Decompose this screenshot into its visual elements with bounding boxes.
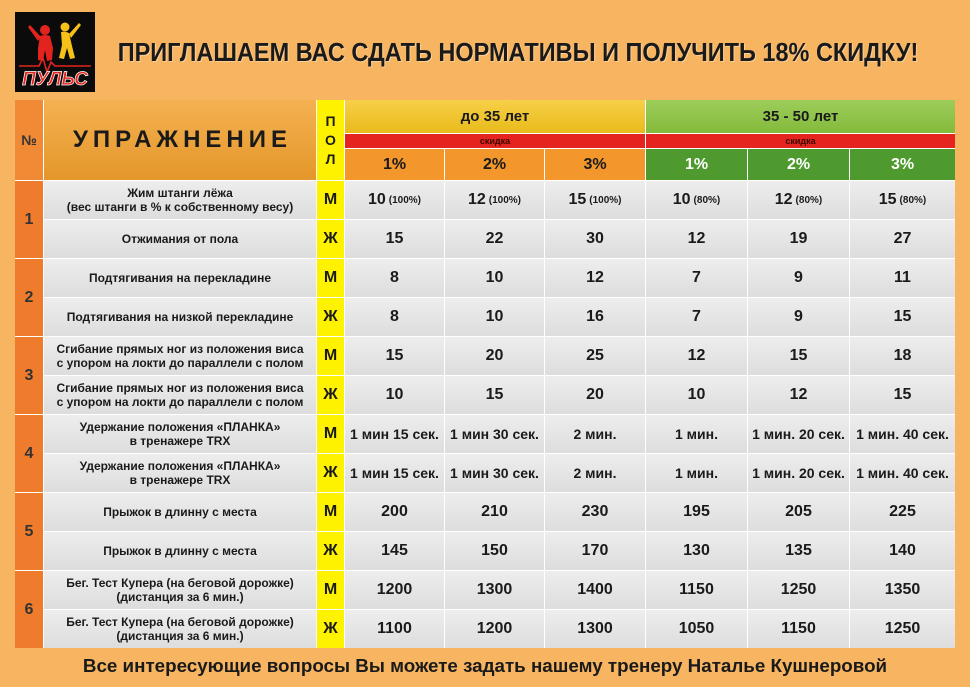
norm-value: 12 [545, 259, 645, 297]
header-exercise: УПРАЖНЕНИЕ [44, 100, 316, 180]
norm-value-main: 15 [878, 191, 897, 208]
exercise-name: Удержание положения «ПЛАНКА» в тренажере TRX [44, 415, 316, 453]
norm-value: 2 мин. [545, 454, 645, 492]
norm-value-main: 10 [367, 191, 386, 208]
gender-cell: Ж [317, 220, 344, 258]
norm-value: 150 [445, 532, 544, 570]
gender-cell: Ж [317, 454, 344, 492]
norm-value: 1 мин. 40 сек. [850, 454, 955, 492]
norm-value: 10 [345, 376, 444, 414]
norm-value [748, 181, 849, 219]
footer-note: Все интересующие вопросы Вы можете задать нашему тренеру Наталье Кушнеровой [82, 655, 888, 676]
norm-value: 1 мин 15 сек. [345, 415, 444, 453]
exercise-name: Жим штанги лёжа (вес штанги в % к собственному весу) [44, 181, 316, 219]
norm-value: 135 [748, 532, 849, 570]
norm-value: 8 [345, 259, 444, 297]
norm-value-main: 15 [568, 191, 587, 208]
norm-value: 1250 [748, 571, 849, 609]
percent-header: 2% [445, 149, 544, 180]
norm-value: 12 [748, 376, 849, 414]
norm-value: 18 [850, 337, 955, 375]
exercise-name: Сгибание прямых ног из положения виса с упором на локти до параллели с полом [44, 337, 316, 375]
group-under-35: до 35 лет [345, 100, 645, 133]
gender-cell: М [317, 259, 344, 297]
percent-header: 2% [748, 149, 849, 180]
exercise-name: Бег. Тест Купера (на беговой дорожке) (дистанция за 6 мин.) [44, 571, 316, 609]
norm-value: 1300 [545, 610, 645, 648]
norm-value: 30 [545, 220, 645, 258]
norm-value-note: (80%) [693, 194, 721, 206]
norm-value: 12 [646, 337, 747, 375]
norm-value: 140 [850, 532, 955, 570]
norm-value: 200 [345, 493, 444, 531]
norm-value: 195 [646, 493, 747, 531]
logo-text: ПУЛЬС [22, 69, 88, 90]
norm-value: 11 [850, 259, 955, 297]
percent-header: 1% [646, 149, 747, 180]
norm-value: 1 мин. 20 сек. [748, 415, 849, 453]
exercise-name: Отжимания от пола [44, 220, 316, 258]
norms-table [15, 100, 955, 648]
norm-value: 1150 [748, 610, 849, 648]
norm-value [646, 181, 747, 219]
norm-value [345, 181, 444, 219]
norm-value-main: 12 [467, 191, 486, 208]
norm-value: 130 [646, 532, 747, 570]
percent-header: 3% [545, 149, 645, 180]
norm-value-main: 10 [672, 191, 691, 208]
exercise-number: 2 [15, 259, 43, 336]
norm-value-note: (80%) [795, 194, 823, 206]
norm-value: 210 [445, 493, 544, 531]
norm-value: 7 [646, 259, 747, 297]
norm-value: 1 мин. [646, 454, 747, 492]
figure-red-head [40, 25, 50, 35]
discount-label-35-50: скидка [646, 134, 955, 148]
exercise-name: Бег. Тест Купера (на беговой дорожке) (дистанция за 6 мин.) [44, 610, 316, 648]
norm-value: 1400 [545, 571, 645, 609]
norm-value: 230 [545, 493, 645, 531]
norm-value: 1100 [345, 610, 444, 648]
norm-value: 19 [748, 220, 849, 258]
norm-value: 1200 [445, 610, 544, 648]
norm-value: 15 [850, 376, 955, 414]
exercise-number: 5 [15, 493, 43, 570]
norm-value: 1 мин 30 сек. [445, 415, 544, 453]
norm-value: 225 [850, 493, 955, 531]
exercise-name: Сгибание прямых ног из положения виса с упором на локти до параллели с полом [44, 376, 316, 414]
exercise-number: 1 [15, 181, 43, 258]
norm-value: 15 [445, 376, 544, 414]
norm-value: 15 [345, 337, 444, 375]
norm-value: 8 [345, 298, 444, 336]
gender-cell: М [317, 337, 344, 375]
norm-value: 1350 [850, 571, 955, 609]
norm-value: 9 [748, 259, 849, 297]
norm-value: 20 [445, 337, 544, 375]
norm-value: 1 мин. [646, 415, 747, 453]
norm-value: 1250 [850, 610, 955, 648]
norm-value: 1 мин. 40 сек. [850, 415, 955, 453]
norm-value: 205 [748, 493, 849, 531]
figure-yellow-head [61, 23, 70, 32]
gender-cell: Ж [317, 532, 344, 570]
norm-value: 10 [445, 298, 544, 336]
norm-value: 2 мин. [545, 415, 645, 453]
norm-value: 145 [345, 532, 444, 570]
norm-value-note: (100%) [589, 194, 622, 206]
header-gender-label: ПОЛ [325, 112, 336, 167]
norm-value: 20 [545, 376, 645, 414]
norm-value: 10 [445, 259, 544, 297]
norm-value: 1200 [345, 571, 444, 609]
club-logo [15, 12, 95, 92]
norm-value: 1 мин 30 сек. [445, 454, 544, 492]
gender-cell: М [317, 415, 344, 453]
percent-header: 1% [345, 149, 444, 180]
gender-cell: М [317, 493, 344, 531]
percent-header: 3% [850, 149, 955, 180]
norm-value: 170 [545, 532, 645, 570]
norm-value: 25 [545, 337, 645, 375]
norm-value: 1050 [646, 610, 747, 648]
page-title: ПРИГЛАШАЕМ ВАС СДАТЬ НОРМАТИВЫ И ПОЛУЧИТЬ 18% СКИДКУ! [117, 37, 919, 67]
norm-value: 16 [545, 298, 645, 336]
norm-value: 15 [850, 298, 955, 336]
gender-cell: Ж [317, 610, 344, 648]
norm-value: 12 [646, 220, 747, 258]
exercise-number: 3 [15, 337, 43, 414]
norm-value: 15 [345, 220, 444, 258]
gender-cell: Ж [317, 376, 344, 414]
norm-value-main: 12 [774, 191, 793, 208]
header-number: № [15, 100, 43, 180]
exercise-name: Подтягивания на перекладине [44, 259, 316, 297]
exercise-number: 6 [15, 571, 43, 648]
norm-value-note: (100%) [488, 194, 522, 206]
norm-value [445, 181, 544, 219]
norm-value: 7 [646, 298, 747, 336]
norm-value: 22 [445, 220, 544, 258]
norm-value: 1300 [445, 571, 544, 609]
exercise-name: Прыжок в длинну с места [44, 493, 316, 531]
gender-cell: Ж [317, 298, 344, 336]
group-35-50: 35 - 50 лет [646, 100, 955, 133]
discount-label-under-35: скидка [345, 134, 645, 148]
norm-value: 1 мин 15 сек. [345, 454, 444, 492]
exercise-number: 4 [15, 415, 43, 492]
norm-value-note: (100%) [388, 194, 422, 206]
header-gender [317, 100, 344, 180]
gender-cell: М [317, 181, 344, 219]
exercise-name: Прыжок в длинну с места [44, 532, 316, 570]
norm-value: 15 [748, 337, 849, 375]
exercise-name: Удержание положения «ПЛАНКА» в тренажере TRX [44, 454, 316, 492]
norm-value: 1 мин. 20 сек. [748, 454, 849, 492]
norm-value: 10 [646, 376, 747, 414]
norm-value-note: (80%) [899, 194, 927, 206]
gender-cell: М [317, 571, 344, 609]
norm-value: 9 [748, 298, 849, 336]
norm-value: 1150 [646, 571, 747, 609]
exercise-name: Подтягивания на низкой перекладине [44, 298, 316, 336]
norm-value [850, 181, 955, 219]
norm-value: 27 [850, 220, 955, 258]
norm-value [545, 181, 645, 219]
